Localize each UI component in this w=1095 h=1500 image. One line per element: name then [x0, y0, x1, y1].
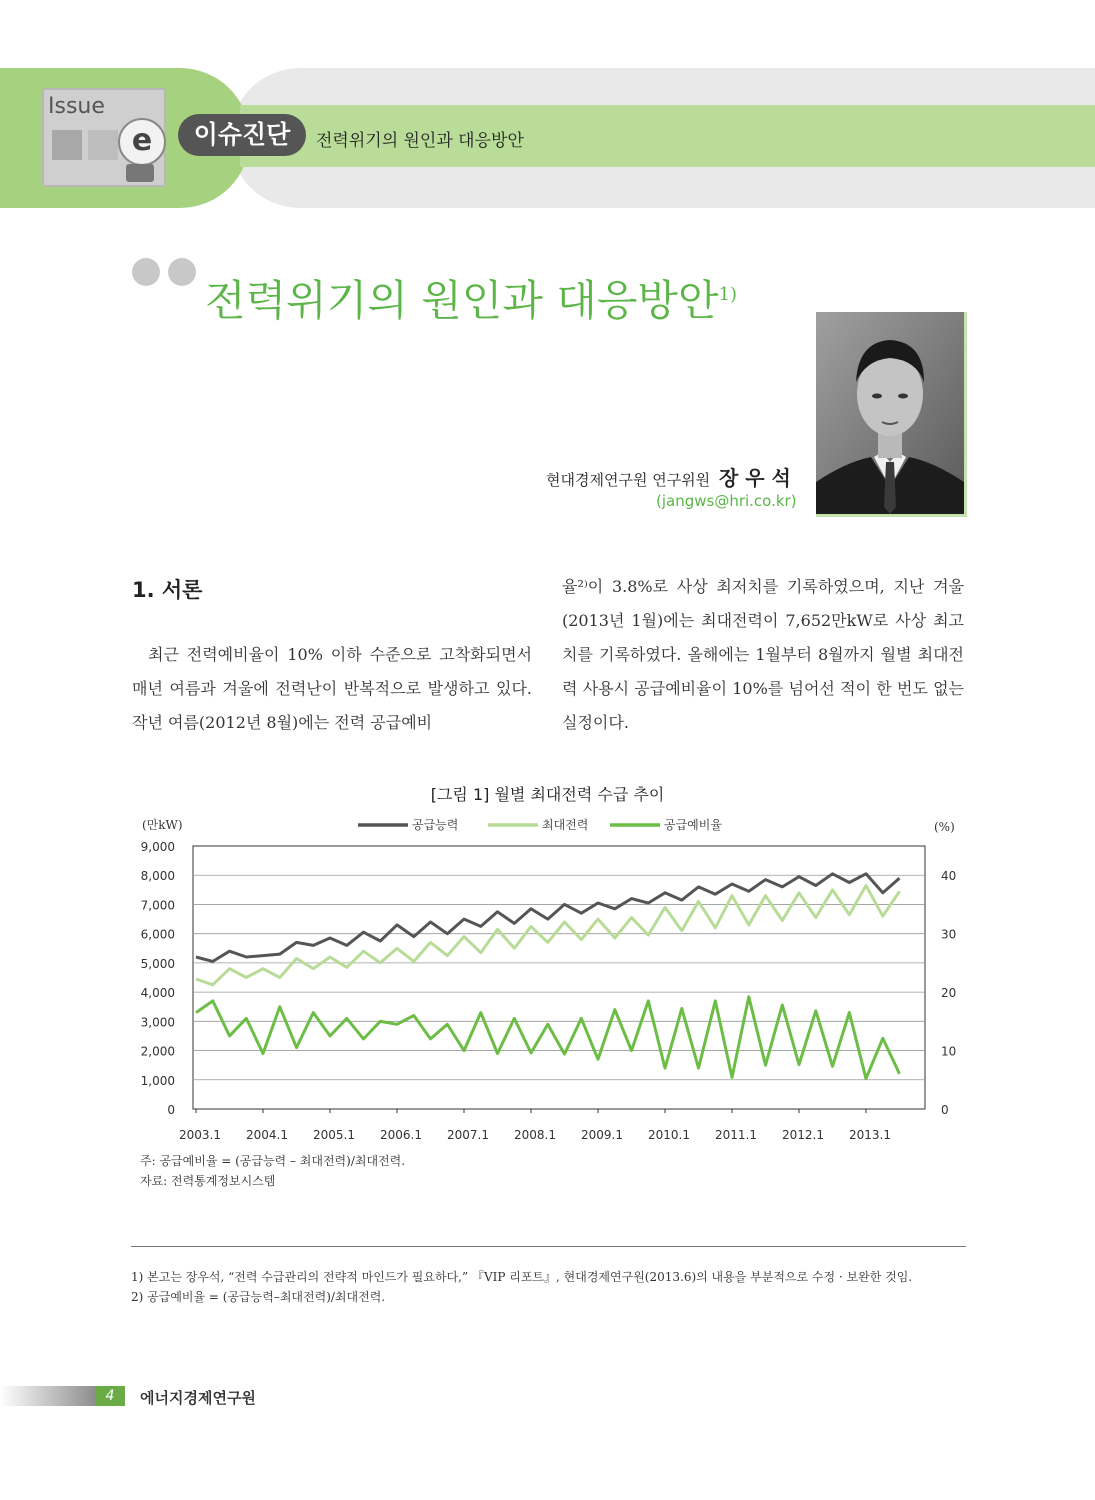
y-left-tick-label: 9,000 — [140, 840, 175, 854]
author-affiliation: 현대경제연구원 연구위원 — [546, 471, 711, 489]
title-dot-icon — [132, 258, 160, 286]
logo-text: Issue — [48, 94, 105, 119]
article-title — [205, 268, 737, 328]
series-line — [196, 997, 900, 1079]
author-name: 장 우 석 — [718, 466, 791, 490]
y-left-tick-label: 2,000 — [140, 1044, 175, 1059]
lightbulb-base-icon — [126, 164, 154, 182]
body-paragraph-right: 율²⁾이 3.8%로 사상 최저치를 기록하였으며, 지난 겨울(2013년 1월)에는 최대전력이 7,652만kW로 사상 최고치를 기록하였다. 올해에는 1월부터 8월까지 월별 최대전력 사용시 공급예비율이 10%를 넘어선 적이 한 번도 없는 실정이다. — [562, 577, 964, 732]
y-left-tick-label: 5,000 — [140, 956, 175, 971]
lightbulb-icon: e — [118, 118, 166, 166]
footnote-divider — [131, 1246, 966, 1247]
x-tick-label: 2011.1 — [715, 1128, 757, 1142]
series-line — [196, 886, 900, 985]
figure-source: 자료: 전력통계정보시스템 — [140, 1174, 276, 1188]
x-tick-label: 2012.1 — [782, 1128, 824, 1142]
author-line — [546, 462, 791, 491]
y-left-tick-label: 1,000 — [140, 1073, 175, 1088]
x-tick-label: 2009.1 — [581, 1128, 623, 1142]
figure-title: [그림 1] 월별 최대전력 수급 추이 — [430, 785, 665, 804]
x-tick-label: 2004.1 — [246, 1128, 288, 1142]
supply-demand-chart — [0, 805, 1095, 1150]
footnote-2: 2) 공급예비율 = (공급능력–최대전력)/최대전력. — [131, 1290, 386, 1304]
y-left-tick-label: 8,000 — [140, 869, 175, 884]
y-left-tick-label: 6,000 — [140, 927, 175, 942]
y-left-tick-label: 0 — [167, 1103, 175, 1117]
legend-label: 공급능력 — [412, 818, 459, 832]
y-right-unit-label: (%) — [934, 820, 955, 834]
figure-note: 주: 공급예비율 = (공급능력 – 최대전력)/최대전력. — [140, 1154, 406, 1168]
logo-square-icon — [88, 130, 118, 160]
title-dot-icon — [168, 258, 196, 286]
x-tick-label: 2007.1 — [447, 1128, 489, 1142]
section-title: 1. 서론 — [132, 578, 203, 602]
x-tick-label: 2005.1 — [313, 1128, 355, 1142]
body-paragraph-left: 최근 전력예비율이 10% 이하 수준으로 고착화되면서 매년 여름과 겨울에 전력난이 반복적으로 발생하고 있다. 작년 여름(2012년 8월)에는 전력 공급예비 — [132, 645, 532, 732]
y-right-tick-label: 30 — [941, 927, 957, 942]
y-right-tick-label: 0 — [941, 1103, 949, 1117]
y-left-tick-label: 3,000 — [140, 1015, 175, 1030]
author-photo — [816, 312, 967, 517]
series-line — [196, 874, 900, 962]
title-text: 전력위기의 원인과 대응방안 — [205, 276, 719, 325]
x-tick-label: 2006.1 — [380, 1128, 422, 1142]
y-left-tick-label: 7,000 — [140, 898, 175, 913]
y-right-tick-label: 10 — [941, 1044, 957, 1059]
y-right-tick-label: 20 — [941, 986, 957, 1001]
x-tick-label: 2008.1 — [514, 1128, 556, 1142]
y-left-unit-label: (만kW) — [142, 818, 183, 832]
logo-square-icon — [52, 130, 82, 160]
footnote-1: 1) 본고는 장우석, “전력 수급관리의 전략적 마인드가 필요하다,” 『VIP 리포트』, 현대경제연구원(2013.6)의 내용을 부분적으로 수정 · 보완한 것임. — [131, 1270, 913, 1284]
x-tick-label: 2003.1 — [179, 1128, 221, 1142]
author-email[interactable]: (jangws@hri.co.kr) — [656, 492, 797, 510]
y-right-tick-label: 40 — [941, 869, 957, 884]
x-tick-label: 2013.1 — [849, 1128, 891, 1142]
publisher-name: 에너지경제연구원 — [140, 1389, 256, 1407]
legend-label: 최대전력 — [542, 818, 589, 832]
page-number: 4 — [95, 1386, 125, 1406]
title-footnote-ref: 1) — [718, 284, 738, 305]
section-pill: 이슈진단 — [178, 114, 306, 156]
legend-label: 공급예비율 — [664, 818, 722, 832]
x-tick-label: 2010.1 — [648, 1128, 690, 1142]
header-subtitle: 전력위기의 원인과 대응방안 — [316, 131, 524, 151]
y-left-tick-label: 4,000 — [140, 986, 175, 1001]
